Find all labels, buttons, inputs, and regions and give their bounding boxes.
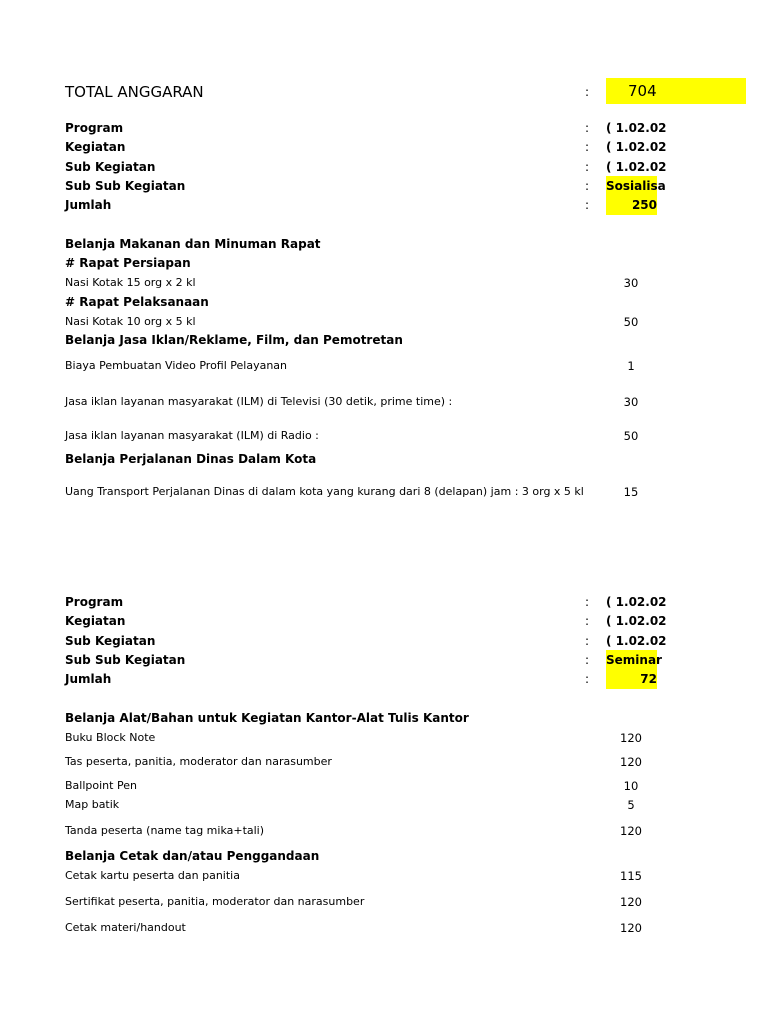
item-quantity: 1 <box>627 359 635 373</box>
sub-sub-kegiatan-colon: : <box>585 179 590 193</box>
item-quantity: 50 <box>623 429 639 443</box>
item-quantity: 30 <box>623 276 639 290</box>
jumlah-colon: : <box>585 198 590 212</box>
sub-kegiatan-label: Sub Kegiatan <box>65 634 156 648</box>
section-heading: Belanja Cetak dan/atau Penggandaan <box>65 849 320 863</box>
item-quantity: 120 <box>620 731 642 745</box>
kegiatan-label: Kegiatan <box>65 140 126 154</box>
kegiatan-label: Kegiatan <box>65 614 126 628</box>
item-description: Jasa iklan layanan masyarakat (ILM) di Televisi (30 detik, prime time) : <box>65 395 453 408</box>
program-label: Program <box>65 121 124 135</box>
item-description: Jasa iklan layanan masyarakat (ILM) di Radio : <box>65 429 319 442</box>
item-quantity: 115 <box>620 869 642 883</box>
item-quantity: 120 <box>620 824 642 838</box>
program-colon: : <box>585 595 590 609</box>
section-heading: Belanja Jasa Iklan/Reklame, Film, dan Pemotretan <box>65 333 403 347</box>
page-title: TOTAL ANGGARAN <box>65 83 204 101</box>
sub-kegiatan-colon: : <box>585 634 590 648</box>
program-value: ( 1.02.02 <box>606 121 667 135</box>
sub-kegiatan-value: ( 1.02.02 <box>606 160 667 174</box>
item-description: Nasi Kotak 15 org x 2 kl <box>65 276 196 289</box>
sub-sub-kegiatan-label: Sub Sub Kegiatan <box>65 179 186 193</box>
program-value: ( 1.02.02 <box>606 595 667 609</box>
sub-kegiatan-colon: : <box>585 160 590 174</box>
item-description: Buku Block Note <box>65 731 156 744</box>
program-colon: : <box>585 121 590 135</box>
sub-kegiatan-label: Sub Kegiatan <box>65 160 156 174</box>
item-quantity: 120 <box>620 921 642 935</box>
item-description: Tanda peserta (name tag mika+tali) <box>65 824 265 837</box>
sub-sub-kegiatan-label: Sub Sub Kegiatan <box>65 653 186 667</box>
item-quantity: 15 <box>623 485 639 499</box>
sub-sub-kegiatan-value: Sosialisa <box>606 176 657 196</box>
sub-kegiatan-value: ( 1.02.02 <box>606 634 667 648</box>
item-description: Tas peserta, panitia, moderator dan narasumber <box>65 755 332 768</box>
section-heading: # Rapat Persiapan <box>65 256 191 270</box>
kegiatan-value: ( 1.02.02 <box>606 614 667 628</box>
item-description: Cetak materi/handout <box>65 921 186 934</box>
section-heading: # Rapat Pelaksanaan <box>65 295 209 309</box>
item-description: Uang Transport Perjalanan Dinas di dalam kota yang kurang dari 8 (delapan) jam : 3 org x 5 kl <box>65 485 584 498</box>
total-value: 704 <box>628 82 657 100</box>
item-description: Sertifikat peserta, panitia, moderator dan narasumber <box>65 895 365 908</box>
item-quantity: 10 <box>623 779 639 793</box>
total-highlight <box>606 78 746 104</box>
item-description: Biaya Pembuatan Video Profil Pelayanan <box>65 359 288 372</box>
jumlah-value: 72 <box>606 669 657 689</box>
item-quantity: 5 <box>627 798 635 812</box>
item-description: Nasi Kotak 10 org x 5 kl <box>65 315 196 328</box>
title-colon: : <box>585 85 590 99</box>
sub-sub-kegiatan-value: Seminar <box>606 650 657 670</box>
kegiatan-value: ( 1.02.02 <box>606 140 667 154</box>
sub-sub-kegiatan-colon: : <box>585 653 590 667</box>
jumlah-label: Jumlah <box>65 672 112 686</box>
item-quantity: 120 <box>620 755 642 769</box>
item-quantity: 30 <box>623 395 639 409</box>
jumlah-value: 250 <box>606 195 657 215</box>
item-description: Ballpoint Pen <box>65 779 137 792</box>
item-quantity: 120 <box>620 895 642 909</box>
item-description: Map batik <box>65 798 120 811</box>
kegiatan-colon: : <box>585 614 590 628</box>
item-quantity: 50 <box>623 315 639 329</box>
item-description: Cetak kartu peserta dan panitia <box>65 869 240 882</box>
section-heading: Belanja Perjalanan Dinas Dalam Kota <box>65 452 317 466</box>
jumlah-label: Jumlah <box>65 198 112 212</box>
kegiatan-colon: : <box>585 140 590 154</box>
program-label: Program <box>65 595 124 609</box>
section-heading: Belanja Alat/Bahan untuk Kegiatan Kantor-Alat Tulis Kantor <box>65 711 469 725</box>
jumlah-colon: : <box>585 672 590 686</box>
section-heading: Belanja Makanan dan Minuman Rapat <box>65 237 321 251</box>
